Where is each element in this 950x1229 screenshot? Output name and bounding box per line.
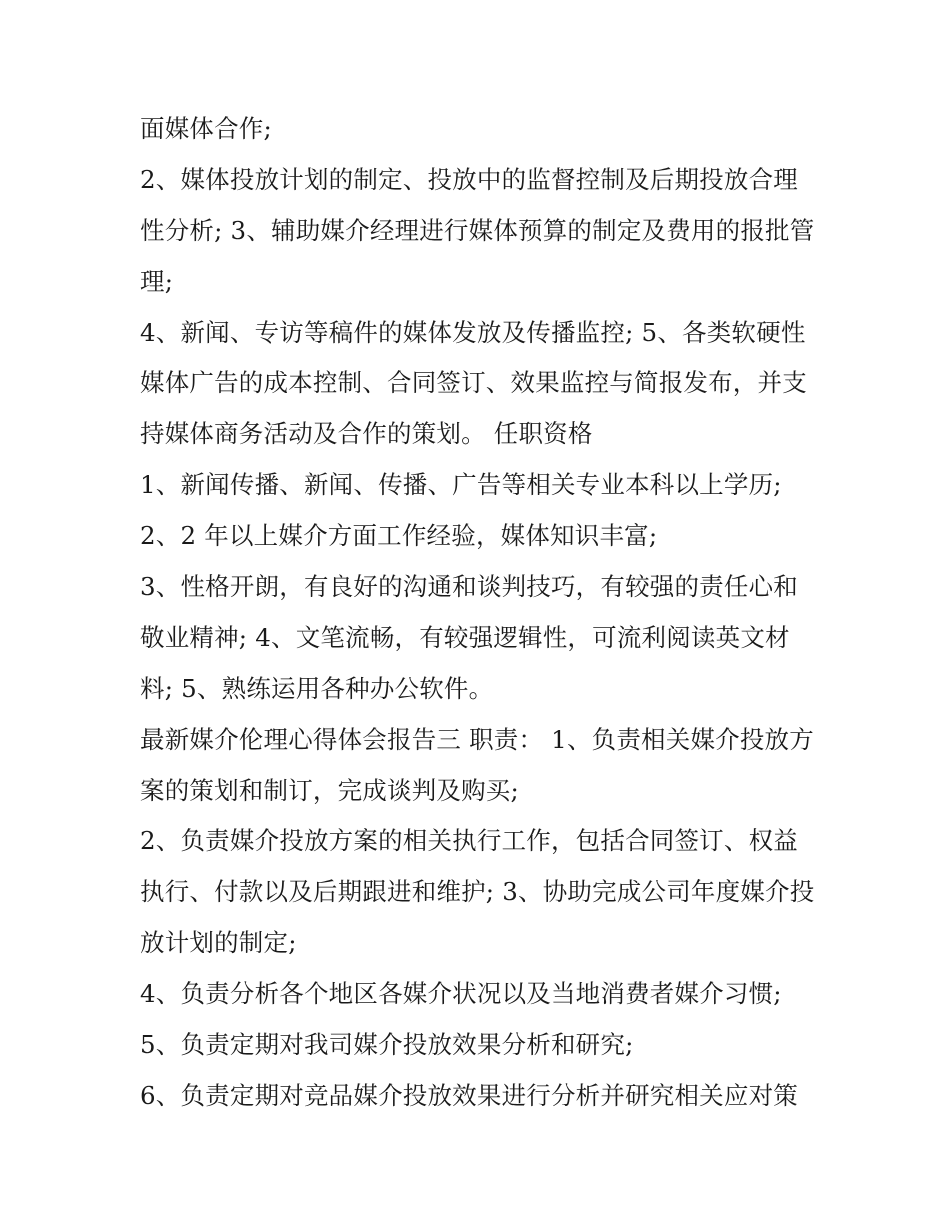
text-line: 2、负责媒介投放方案的相关执行工作，包括合同签订、权益: [140, 826, 798, 856]
text-line: 4、负责分析各个地区各媒介状况以及当地消费者媒介习惯;: [140, 979, 782, 1009]
text-line: 6、负责定期对竞品媒介投放效果进行分析并研究相关应对策: [140, 1080, 798, 1110]
text-line: 2、媒体投放计划的制定、投放中的监督控制及后期投放合理: [140, 164, 798, 194]
text-line: 放计划的制定;: [140, 928, 297, 958]
text-line: 案的策划和制订，完成谈判及购买;: [140, 775, 519, 805]
text-line: 5、负责定期对我司媒介投放效果分析和研究;: [140, 1030, 634, 1060]
text-line: 持媒体商务活动及合作的策划。 任职资格: [140, 419, 593, 449]
text-line: 2、2 年以上媒介方面工作经验，媒体知识丰富;: [140, 521, 658, 551]
text-line: 料; 5、熟练运用各种办公软件。: [140, 673, 494, 703]
text-line: 媒体广告的成本控制、合同签订、效果监控与简报发布，并支: [140, 368, 807, 398]
text-line: 1、新闻传播、新闻、传播、广告等相关专业本科以上学历;: [140, 470, 782, 500]
text-line: 敬业精神; 4、文笔流畅，有较强逻辑性，可流利阅读英文材: [140, 622, 790, 652]
text-line: 面媒体合作;: [140, 114, 272, 143]
text-line: 理;: [140, 266, 174, 296]
text-line: 最新媒介伦理心得体会报告三 职责： 1、负责相关媒介投放方: [140, 724, 814, 754]
document-body: [140, 104, 830, 1122]
text-line: 3、性格开朗，有良好的沟通和谈判技巧，有较强的责任心和: [140, 572, 798, 602]
text-line: 执行、付款以及后期跟进和维护; 3、协助完成公司年度媒介投: [140, 877, 815, 907]
text-line: 性分析; 3、辅助媒介经理进行媒体预算的制定及费用的报批管: [140, 215, 815, 245]
text-line: 4、新闻、专访等稿件的媒体发放及传播监控; 5、各类软硬性: [140, 317, 806, 347]
